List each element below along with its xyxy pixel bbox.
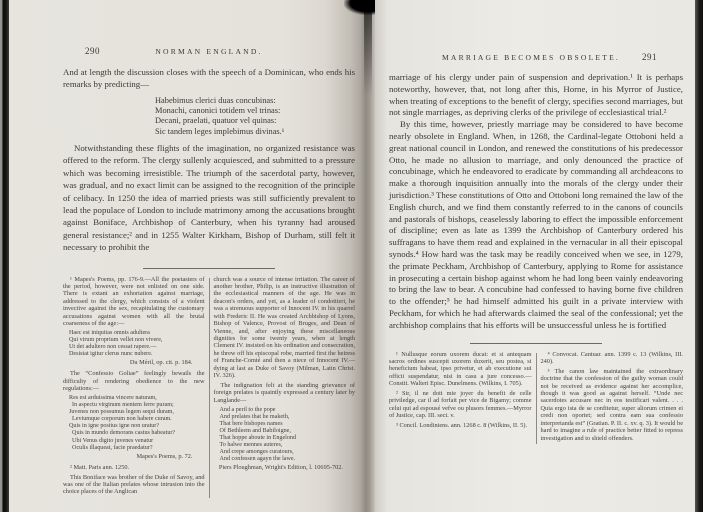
footnote: ⁴ Convocat. Cantuar. ann. 1399 c. 13 (Wilkins, III. 240). (540, 350, 683, 365)
right-page (375, 0, 695, 512)
footnote: church was a source of intense irritation. The career of another brother, Philip, is an instructive illustration of the ecclesiastical manners of the age. He was in deacon's orders, and yet, as a leader of condottieri, he was a strenuous supporter of Innocent IV. in his quarrel with Frederic II. He was created Archbishop of Lyons, Bishop of Valence, Provost of Bruges, and Dean of Vienne, and, after enjoying these miscellaneous dignities for some twenty years, when at length Clement IV. insisted on his ordination and consecration, he threw off his episcopal robe, married first the heiress of Franche-Comté and then a niece of Innocent IV.—dying at last as Duke of Savoy (Milman, Latin Christ. IV. 326). (213, 275, 355, 379)
footnote-verse: And a peril to the pope And prelates that he maketh, That bere bishopes names Of Bethleem and Babiloigne, That hoppe aboute in Engelond To halwe mennes auteres, And crepe amonges curatours, And confessen agayn the lawe. (219, 406, 296, 463)
left-page (9, 0, 361, 512)
right-page-content (389, 52, 683, 444)
footnote-column-divider (209, 278, 210, 499)
footnote-columns (63, 276, 355, 499)
right-page-header (389, 52, 683, 63)
footnote-verse: Res est arduissima vincere naturam, In aspectu virginum mentem ferre puram; Juvenes non possumus legem sequi duram, Leviumque corporum non habere curam. Quis in igne positus igne non uratur? Quis in mundo demorans castus habeatur? Ubi Venus digito juvenes venatur Oculis illaqueat, facie praedatur? (69, 395, 176, 451)
running-head: NORMAN ENGLAND. (155, 47, 263, 56)
footnote: The “Confessio Goliae” feelingly bewails the difficulty of rendering obedience to the new regulations:— (63, 370, 205, 393)
body-paragraph: By this time, however, priestly marriage may be considered to have become nearly obsolete in England. When, in 1268, the Cardinal-legate Ottoboni held a great national council in London, and renewed the constitutions of his predecessor Otto, he made no allusion to marriage, and only denounced the practice of concubinage, which he endeavored to eradicate by commanding all archdeacons to make a thorough inquisition annually into the morals of the clergy under their jurisdiction.³ These constitutions of Otto and Ottoboni long remained the law of the English church, and we find them constantly referred to in the canons of councils and pastorals of bishops, ceaselessly laboring to effect the impossible enforcement of discipline; even as late as 1399 the Archbishop of Canterbury ordered his suffragans to have them read and explained in the vernacular in all their episcopal synods.⁴ How hard was the task may be readily conceived when we see, in 1279, the primate Peckham, Archbishop of Canterbury, applying to Rome for assistance in prosecuting a certain bishop against whom he had long been vainly endeavoring to bring the law to bear. A concubine had confessed to having borne five children to the offender;⁵ he had himself admitted his guilt in a private interview with Peckham, for which he had afterwards claimed the seal of the confessional; yet the archbishop complains that his efforts will be unsuccessful unless he is fortified (389, 119, 683, 330)
footnote: ² Sir, il ne doit mie joyer du benefit de celle priviledge, car il ad forfait per vice de Bigamy; comme celui qui ad espousé vefve ou plusors femmes.—Myrror of Justice, cap. III. sect. v. (389, 390, 532, 420)
footnote-verse: Haec est iniquitas omnis adultera Qui virum proprium vellet non vivere, Ut det adultero non cessat rapere.— Desistat igitur clerus nunc nubere. (69, 330, 163, 358)
footnote: ¹ Nullusque eorum uxorem ducat: et si antequam sacros ordines suscepit uxorem duxerit, seu postea, si beneficium habeat, ipso privetur, et ab executione sui officii suspendatur, nisi in casu a jure concesso.—Constit. Walteri Episc. Dunelmens. (Wilkins, I. 705). (389, 350, 532, 388)
footnote: ⁵ The canon law maintained the extraordinary doctrine that the confession of the guilty woman could not be received as evidence against her accomplice, though it was good as against herself. “Unde nec sacerdotes accusare nec in eos testificari valent. . . . Quia ergo ista de se confitetur, super aliorum crimen ei credi non oportet; sed contra eam sua confessio interpretanda est” (Gratian. P. II. c. xv. q. 3). It would be hard to imagine a rule of practice better fitted to repress investigation and to shield offenders. (540, 367, 683, 442)
footnote-column-2 (541, 351, 684, 445)
footnote: The indignation felt at the standing grievance of foreign prelates is quaintly expressed a century later by Langlande— (213, 381, 355, 404)
body-paragraph: Notwithstanding these flights of the imagination, no organized resistance was offered to the reform. The clergy sullenly acquiesced, and submitted to a pressure which was becoming irresistible. The triumph of the sacerdotal party, however, was gradual, and no exact limit can be assigned to the recognition of the principle of celibacy. In 1250 the idea of married priests was still sufficiently prevalent to lead the populace of London to include matrimony among the accusations brought against Boniface, Archbishop of Canterbury, when his tyranny had aroused general resistance;² and in 1255 Walter Kirkham, Bishop of Durham, still felt it necessary to prohibit the (63, 143, 355, 253)
footnote-rule (143, 268, 275, 269)
page-number: 291 (642, 52, 657, 62)
footnote-column-divider (536, 353, 537, 445)
footnote: ² Matt. Paris ann. 1250. (70, 463, 130, 471)
scan-edge-right (695, 0, 703, 512)
scan-edge-left (0, 0, 9, 512)
gutter-shadow-streak (364, 6, 372, 96)
footnote-column-1 (389, 351, 532, 445)
footnote-columns (389, 351, 683, 445)
footnote: ³ Concil. Londiniens. ann. 1268 c. 8 (Wilkins, II. 5). (396, 422, 528, 430)
running-head: MARRIAGE BECOMES OBSOLETE. (441, 53, 621, 62)
footnote: This Boniface was brother of the Duke of Savoy, and was one of the Italian prelates whose intrusion into the choice places of the Anglican (63, 473, 205, 496)
footnote-attribution: Mapes's Poems, p. 72. (136, 452, 193, 460)
left-page-header (63, 46, 355, 57)
footnote-rule (470, 343, 602, 344)
left-page-content (63, 46, 355, 498)
footnote-column-2 (214, 276, 356, 499)
page-number: 290 (85, 46, 100, 56)
footnote-attribution: Du Méril, op. cit. p. 184. (129, 359, 193, 367)
footnote: ¹ Mapes's Poems, pp. 176-9.—All the poetasters of the period, however, were not enlisted on one side. There is extant an exhortation against marriage, addressed to the clergy, which consists of a violent invective against the sex, recapitulating the customary accusations against women with all the brutal coarseness of the age:— (63, 275, 205, 328)
body-paragraph: marriage of his clergy under pain of suspension and deprivation.¹ It is perhaps noteworthy, however, that, not long after this, Horne, in his Myrror of Justice, when treating of exceptions to the benefit of clergy, specifies second marriages, but not single marriages, as depriving clerks of the privilege of ecclesiastical trial.² (389, 72, 683, 118)
footnote-column-1 (63, 276, 205, 499)
body-paragraph: And at length the discussion closes with the speech of a Dominican, who ends his remarks by predicting— (63, 67, 355, 90)
latin-verse: Habebimus clerici duas concubinas: Monachi, canonici totidem vel trinas: Decani, praelati, quatuor vel quinas: Sic tandem leges implebimus divinas.¹ (155, 95, 285, 136)
footnote-attribution: Piers Ploughman, Wright's Edition, l. 10695-702. (218, 464, 343, 472)
